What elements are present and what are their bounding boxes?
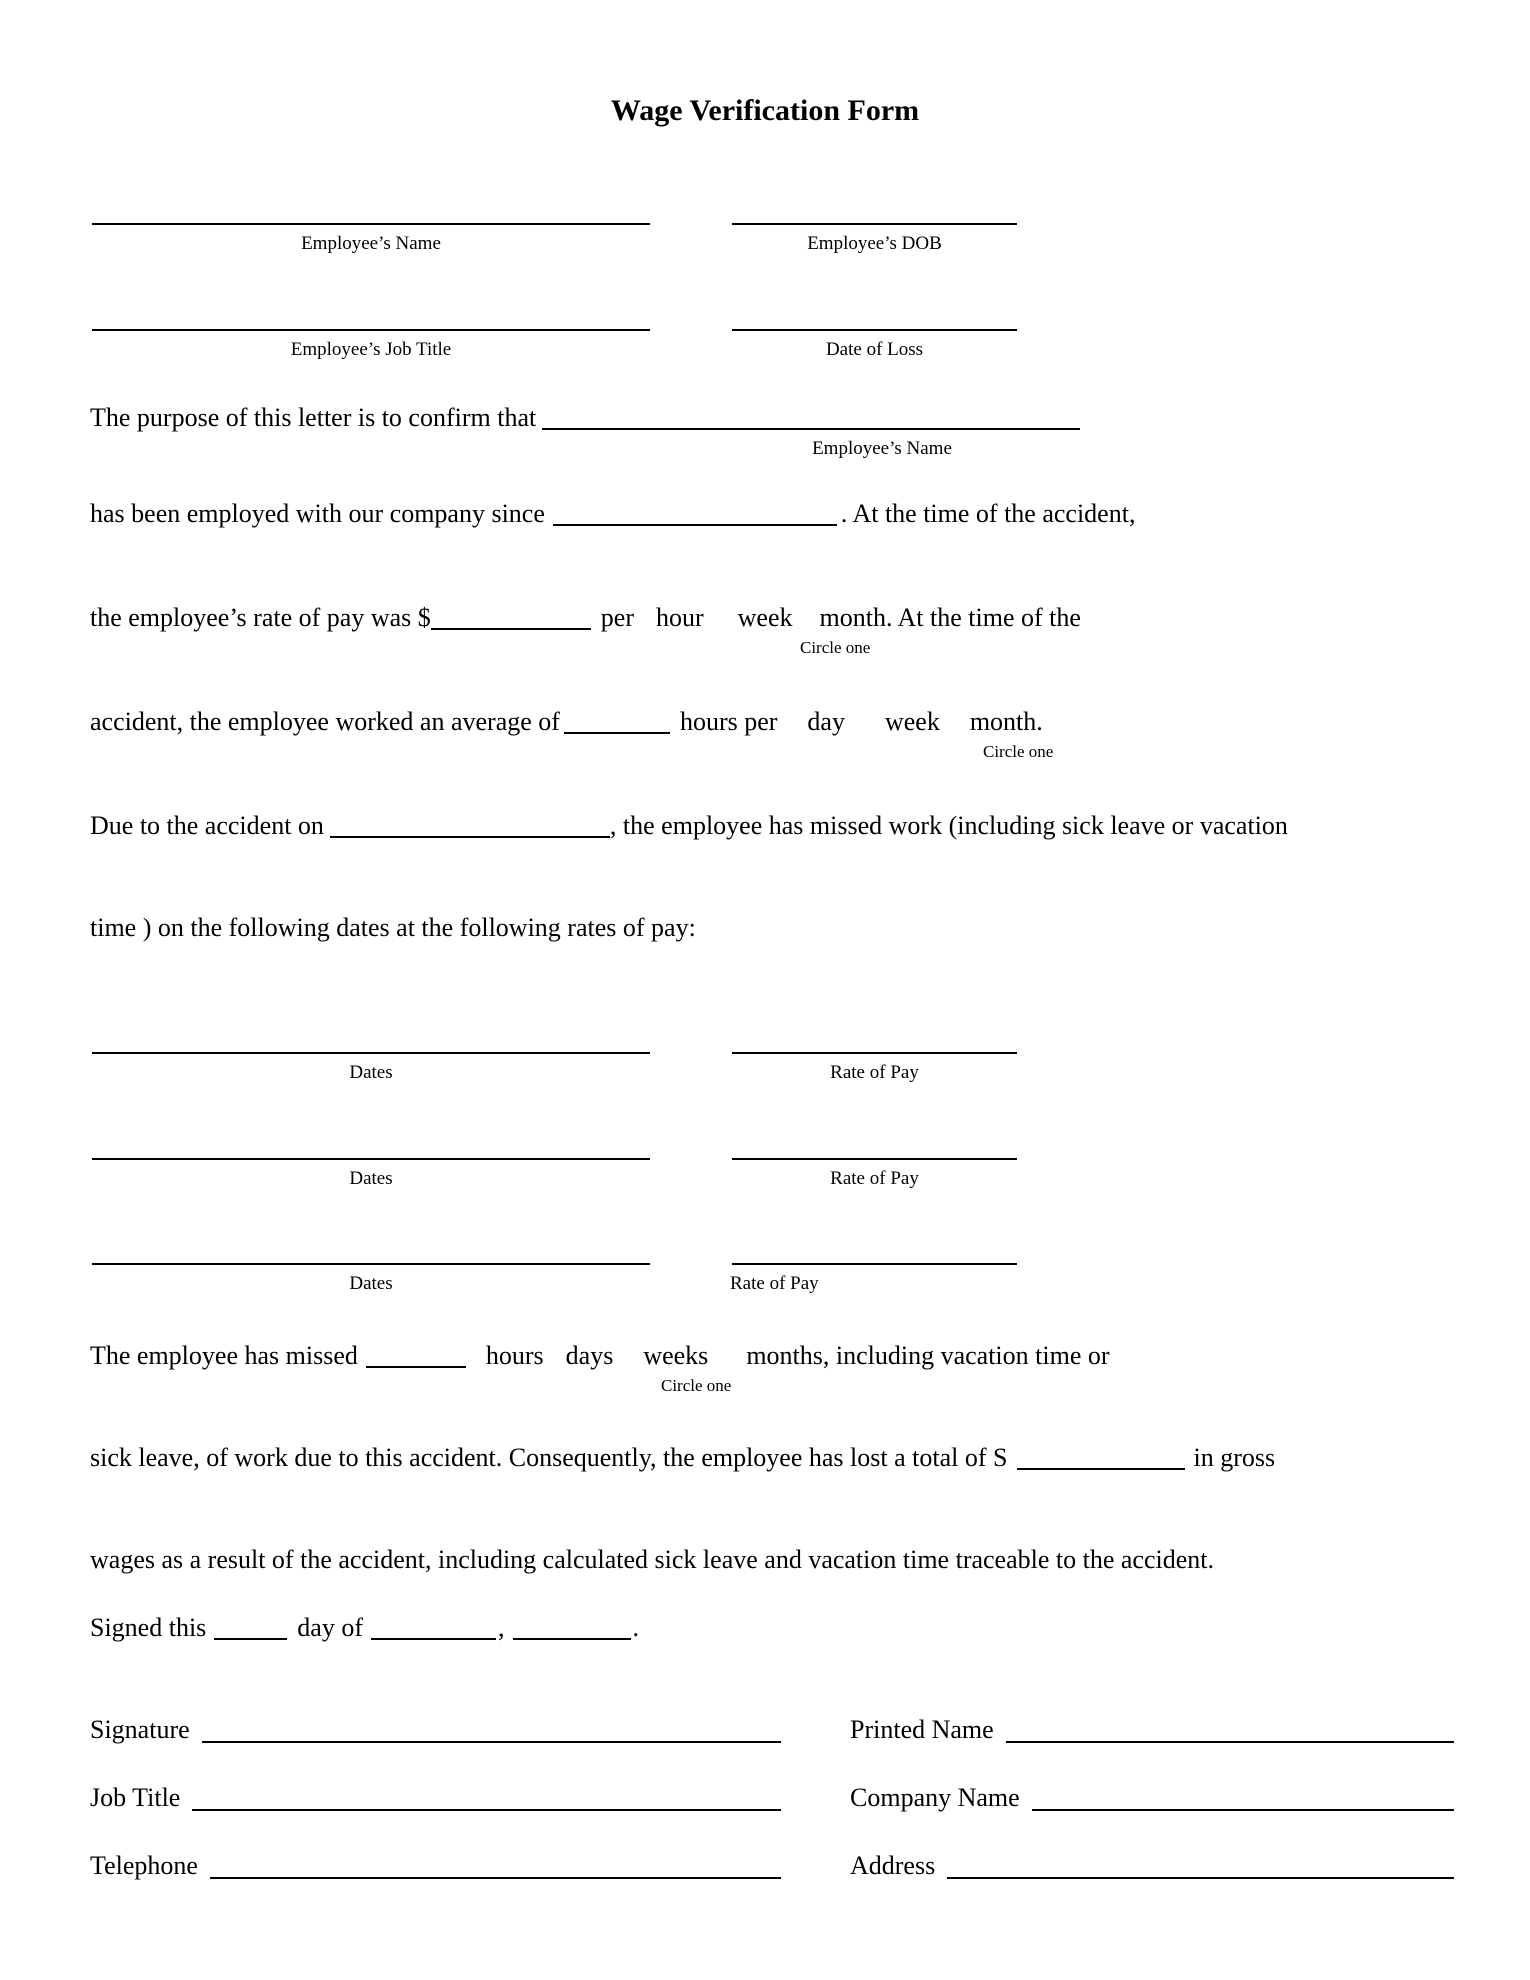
dates-blank bbox=[92, 1052, 650, 1054]
rate-option-hour: hour bbox=[655, 603, 704, 632]
rate-of-pay-label: Rate of Pay bbox=[830, 1062, 919, 1083]
avg-suffix-text: month. bbox=[969, 707, 1043, 736]
avg-hours-blank bbox=[564, 727, 670, 734]
missed-time-paragraph bbox=[90, 1340, 1110, 1372]
missed-prefix-text: The employee has missed bbox=[90, 1341, 358, 1370]
missed-suffix-text: months, including vacation time or bbox=[746, 1341, 1110, 1370]
company-name-row bbox=[850, 1782, 1454, 1814]
telephone-label: Telephone bbox=[90, 1851, 198, 1880]
time-rates-text: time ) on the following dates at the following rates of pay: bbox=[90, 913, 696, 942]
due-to-accident-paragraph bbox=[90, 810, 1288, 842]
total-lost-blank bbox=[1017, 1463, 1185, 1470]
signature-label: Signature bbox=[90, 1715, 190, 1744]
form-title: Wage Verification Form bbox=[610, 94, 920, 127]
gross-wages-paragraph bbox=[90, 1442, 1275, 1474]
employee-dob-label: Employee’s DOB bbox=[807, 233, 942, 254]
rate-of-pay-blank bbox=[732, 1263, 1017, 1265]
rate-per-text: per bbox=[600, 603, 634, 632]
telephone-row bbox=[90, 1850, 781, 1882]
dates-label: Dates bbox=[349, 1273, 393, 1294]
company-name-label: Company Name bbox=[850, 1783, 1020, 1812]
signed-date-paragraph bbox=[90, 1612, 639, 1644]
employee-dob-blank bbox=[732, 223, 1017, 225]
purpose-name-blank bbox=[542, 423, 1080, 430]
circle-one-label: Circle one bbox=[983, 742, 1054, 761]
time-rates-paragraph bbox=[90, 912, 696, 944]
avg-mid-text: hours per bbox=[679, 707, 778, 736]
missed-option-weeks: weeks bbox=[643, 1341, 709, 1370]
sick-prefix-text: sick leave, of work due to this accident. Consequently, the employee has lost a total of S bbox=[90, 1443, 1008, 1472]
avg-option-week: week bbox=[884, 707, 940, 736]
address-label: Address bbox=[850, 1851, 936, 1880]
purpose-paragraph bbox=[90, 402, 1080, 434]
signed-prefix-text: Signed this bbox=[90, 1613, 207, 1642]
rate-suffix-text: month. At the time of the bbox=[819, 603, 1081, 632]
employed-since-suffix: . At the time of the accident, bbox=[840, 499, 1136, 528]
job-title-blank bbox=[192, 1809, 781, 1811]
rate-of-pay-label: Rate of Pay bbox=[830, 1168, 919, 1189]
printed-name-label: Printed Name bbox=[850, 1715, 994, 1744]
date-of-loss-blank bbox=[732, 329, 1017, 331]
telephone-blank bbox=[210, 1877, 781, 1879]
printed-name-row bbox=[850, 1714, 1454, 1746]
signature-blank bbox=[202, 1741, 781, 1743]
date-of-loss-label: Date of Loss bbox=[825, 339, 924, 360]
missed-option-hours: hours bbox=[485, 1341, 544, 1370]
rate-option-week: week bbox=[737, 603, 793, 632]
circle-one-label: Circle one bbox=[661, 1376, 732, 1395]
sick-suffix-text: in gross bbox=[1193, 1443, 1276, 1472]
avg-prefix-text: accident, the employee worked an average of bbox=[90, 707, 560, 736]
dates-label: Dates bbox=[349, 1062, 393, 1083]
signed-year-blank bbox=[513, 1633, 631, 1640]
accident-date-blank bbox=[330, 831, 610, 838]
employed-since-paragraph bbox=[90, 498, 1135, 530]
dates-blank bbox=[92, 1158, 650, 1160]
address-blank bbox=[947, 1877, 1454, 1879]
dates-blank bbox=[92, 1263, 650, 1265]
purpose-name-label: Employee’s Name bbox=[812, 438, 952, 459]
rate-of-pay-label: Rate of Pay bbox=[730, 1273, 819, 1294]
employee-job-title-label: Employee’s Job Title bbox=[290, 339, 452, 360]
printed-name-blank bbox=[1006, 1741, 1454, 1743]
due-prefix-text: Due to the accident on bbox=[90, 811, 324, 840]
address-row bbox=[850, 1850, 1454, 1882]
missed-option-days: days bbox=[565, 1341, 614, 1370]
missed-amount-blank bbox=[366, 1361, 466, 1368]
signed-day-blank bbox=[214, 1633, 287, 1640]
employed-since-blank bbox=[553, 519, 837, 526]
signature-row bbox=[90, 1714, 781, 1746]
signed-month-blank bbox=[371, 1633, 496, 1640]
employee-job-title-blank bbox=[92, 329, 650, 331]
rate-of-pay-blank bbox=[732, 1052, 1017, 1054]
rate-prefix-text: the employee’s rate of pay was $ bbox=[90, 603, 431, 632]
circle-one-label: Circle one bbox=[800, 638, 871, 657]
signed-comma: , bbox=[498, 1613, 505, 1642]
dates-label: Dates bbox=[349, 1168, 393, 1189]
employee-name-label: Employee’s Name bbox=[301, 233, 441, 254]
signed-period: . bbox=[632, 1613, 639, 1642]
average-hours-paragraph bbox=[90, 706, 1043, 738]
job-title-row bbox=[90, 1782, 781, 1814]
employee-name-blank bbox=[92, 223, 650, 225]
employed-since-text: has been employed with our company since bbox=[90, 499, 545, 528]
avg-option-day: day bbox=[807, 707, 845, 736]
job-title-label: Job Title bbox=[90, 1783, 181, 1812]
rate-of-pay-blank bbox=[732, 1158, 1017, 1160]
rate-of-pay-paragraph bbox=[90, 602, 1081, 634]
wages-result-text: wages as a result of the accident, including calculated sick leave and vacation time traceable to the accident. bbox=[90, 1545, 1214, 1574]
rate-blank bbox=[431, 623, 591, 630]
wages-result-paragraph bbox=[90, 1544, 1214, 1576]
due-suffix-text: , the employee has missed work (including sick leave or vacation bbox=[609, 811, 1288, 840]
purpose-text: The purpose of this letter is to confirm that bbox=[90, 403, 537, 432]
company-name-blank bbox=[1032, 1809, 1454, 1811]
signed-mid-text: day of bbox=[297, 1613, 363, 1642]
